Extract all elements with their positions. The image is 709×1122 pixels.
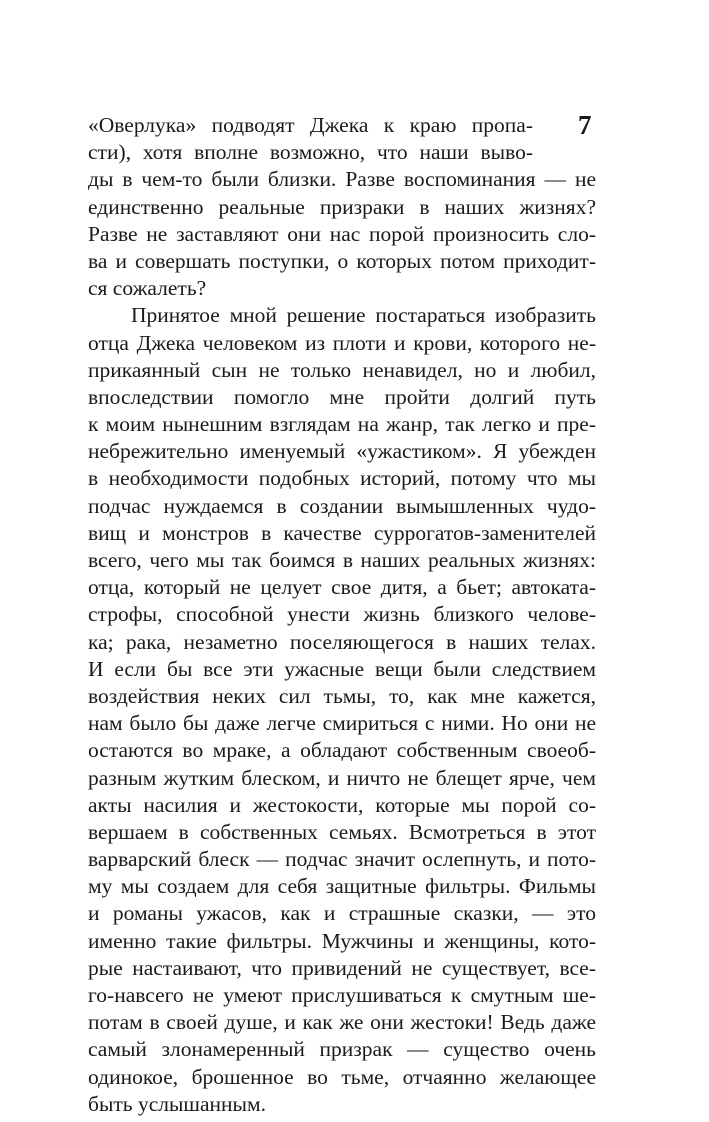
text-line: отца Джека человеком из плоти и крови, которого не- [88,330,596,355]
text-line: ва и совершать поступки, о которых потом приходит- [88,248,596,273]
text-line: разным жутким блеском, и ничто не блещет ярче, чем [88,765,596,790]
text-line: небрежительно именуемый «ужастиком». Я убежден [88,439,596,464]
text-line: нам было бы даже легче смириться с ними. Но они не [88,711,596,736]
text-line: остаются во мраке, а обладают собственным своеоб- [88,738,596,763]
text-line: подчас нуждаемся в создании вымышленных чудо- [88,493,596,518]
text-line: «Оверлука» подводят Джека к краю пропа- [88,113,533,137]
text-line: одинокое, брошенное во тьме, отчаянно желающее [88,1064,596,1089]
text-line: всего, чего мы так боимся в наших реальных жизнях: [88,548,596,572]
text-line: единственно реальные призраки в наших жизнях? [88,194,596,219]
text-line: впоследствии помогло мне пройти долгий путь [88,384,596,409]
text-line: отца, который не целует свое дитя, а бьет; автоката- [88,575,596,600]
text-line: ка; рака, незаметно поселяющегося в наших телах. [88,629,596,654]
text-line: акты насилия и жестокости, которые мы порой со- [88,792,596,817]
text-line: го-навсего не умеют прислушиваться к смутным ше- [88,983,596,1007]
text-line: самый злонамеренный призрак — существо очень [88,1037,596,1062]
text-line: в необходимости подобных историй, потому что мы [88,466,596,491]
text-line: строфы, способной унести жизнь близкого челове- [88,602,596,627]
text-line: потам в своей душе, и как же они жестоки! Ведь даже [88,1010,596,1035]
text-line: Разве не заставляют они нас порой произносить сло- [88,221,596,246]
text-line: именно такие фильтры. Мужчины и женщины, кото- [88,928,596,953]
text-line: к моим нынешним взглядам на жанр, так легко и пре- [88,412,596,437]
text-line: му мы создаем для себя защитные фильтры. Фильмы [88,874,596,899]
text-line: Принятое мной решение постараться изобразить [88,303,596,328]
text-line: ды в чем-то были близки. Разве воспоминания — не [88,167,596,192]
text-line: вершаем в собственных семьях. Всмотреться в этот [88,819,596,844]
text-line: воздействия неких сил тьмы, то, как мне кажется, [88,683,596,708]
text-line: прикаянный сын не только ненавидел, но и любил, [88,357,596,382]
page-number: 7 [578,110,592,140]
text-line: ся сожалеть? [88,276,207,301]
text-line: вищ и монстров в качестве суррогатов-заменителей [88,520,596,545]
text-line: быть услышанным. [88,1091,266,1116]
text-line: И если бы все эти ужасные вещи были следствием [88,656,596,681]
text-line: варварский блеск — подчас значит ослепнуть, и пото- [88,847,596,872]
body-text [88,112,596,1118]
text-line: сти), хотя вполне возможно, что наши выво- [88,140,533,165]
text-line: и романы ужасов, как и страшные сказки, — это [88,901,596,926]
text-line: рые настаивают, что привидений не существует, все- [88,955,596,980]
